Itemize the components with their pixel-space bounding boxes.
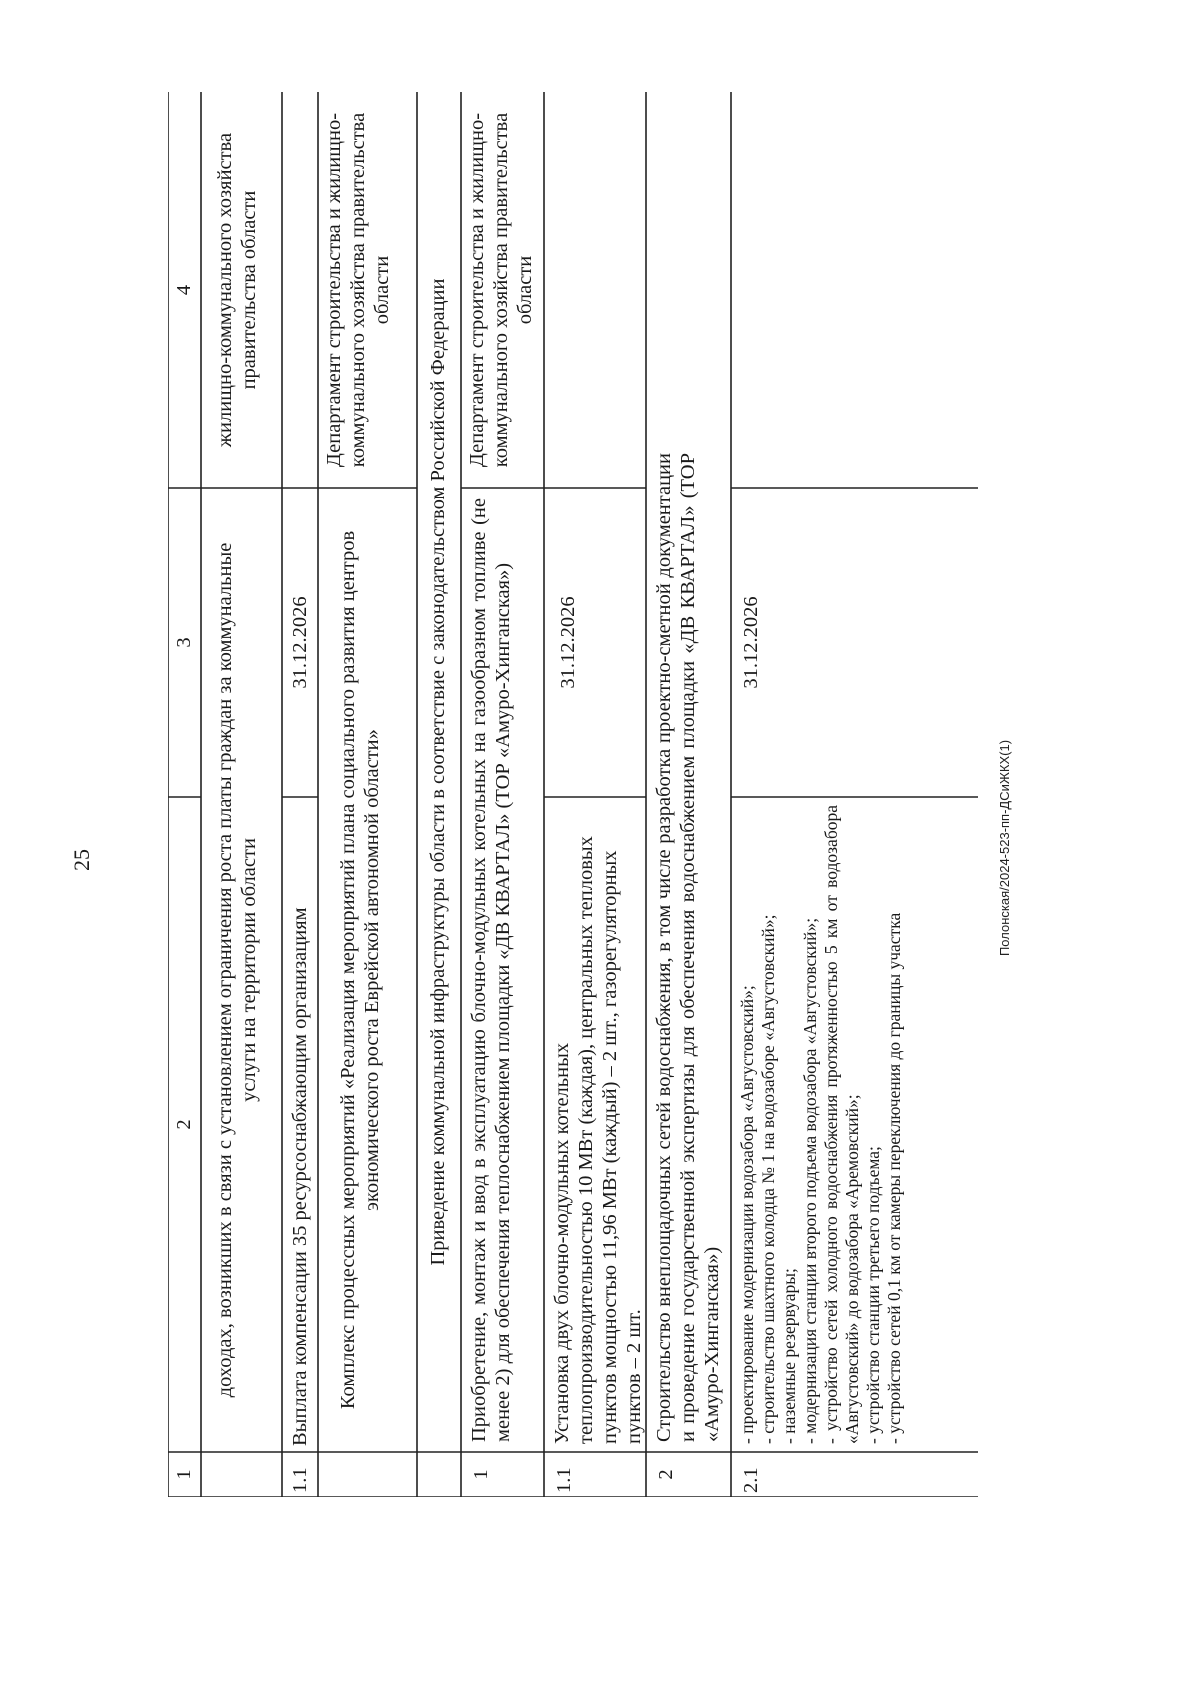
list-item: - строительство шахтного колодца № 1 на водозаборе «Августовский»; xyxy=(758,914,778,1444)
list-item: - проектирование модернизации водозабора «Августовский»; xyxy=(737,985,757,1444)
list-item: - наземные резервуары; xyxy=(779,1268,799,1444)
row5-number: 1 xyxy=(470,1469,492,1480)
header-col-3: 3 xyxy=(173,637,195,648)
row3-responsible: Департамент строительства и жилищно-коммунального хозяйства правительства области xyxy=(323,112,393,468)
row1-responsible: жилищно-коммунального хозяйства правительства области xyxy=(214,132,260,448)
page-number: 25 xyxy=(69,849,94,871)
row1-merged-text: доходах, возникших в связи с установлением ограничения роста платы граждан за коммунальные услуги на территории области xyxy=(214,542,260,1398)
row7-merged-text: Строительство внеплощадочных сетей водоснабжения, в том числе разработка проектно-сметной документации и проведение государственной экспертизы для обеспечения водоснабжением площадки «ДВ КВАРТАЛ» (ТОР «Амуро-Хинганская») xyxy=(653,453,723,1442)
row6-number: 1.1 xyxy=(553,1467,575,1493)
list-item: - устройство сетей 0,1 км от камеры переключения до границы участка xyxy=(884,912,904,1444)
row6-deadline: 31.12.2026 xyxy=(557,596,579,689)
row8-deadline: 31.12.2026 xyxy=(740,596,762,689)
list-item: - модернизация станции второго подъема водозабора «Августовский»; xyxy=(800,917,820,1444)
list-item: - устройство станции третьего подъема; xyxy=(863,1146,883,1444)
table-container xyxy=(168,92,978,1497)
row5-responsible: Департамент строительства и жилищно-коммунального хозяйства правительства области xyxy=(466,112,536,468)
document-code: Полонская/2024-523-пп-ДСиЖКХ(1) xyxy=(997,739,1012,957)
row3-merged-text: Комплекс процессных мероприятий «Реализация мероприятий плана социального развития центров экономического роста Еврейской автономной области» xyxy=(337,530,383,1410)
header-col-2: 2 xyxy=(173,1119,195,1130)
list-item: - устройство сетей холодного водоснабжения протяженностью 5 км от водозабора «Августовский» до водозабора «Аремовский»; xyxy=(821,805,862,1444)
row4-section-heading: Приведение коммунальной инфраструктуры области в соответствие с законодательством Российской Федерации xyxy=(427,278,449,1266)
row6-measure: Установка двух блочно-модульных котельных теплопроизводительностью 10 МВт (каждая), центральных тепловых пунктов мощностью 11,96 МВт (каждый) – 2 шт., газорегуляторных пунктов – 2 шт. xyxy=(551,836,645,1444)
row2-deadline: 31.12.2026 xyxy=(289,596,311,689)
measures-table xyxy=(168,92,978,1497)
header-col-1: 1 xyxy=(173,1469,195,1480)
row5-merged-text: Приобретение, монтаж и ввод в эксплуатацию блочно-модульных котельных на газообразном топливе (не менее 2) для обеспечения теплоснабжением площадки «ДВ КВАРТАЛ» (ТОР «Амуро-Хинганская») xyxy=(468,498,514,1442)
row7-number: 2 xyxy=(655,1469,677,1480)
row2-measure: Выплата компенсации 35 ресурсоснабжающим организациям xyxy=(289,907,311,1446)
row2-number: 1.1 xyxy=(289,1467,311,1493)
header-col-4: 4 xyxy=(173,284,195,296)
row8-number: 2.1 xyxy=(740,1467,762,1493)
row8-measure-list xyxy=(731,797,978,1452)
